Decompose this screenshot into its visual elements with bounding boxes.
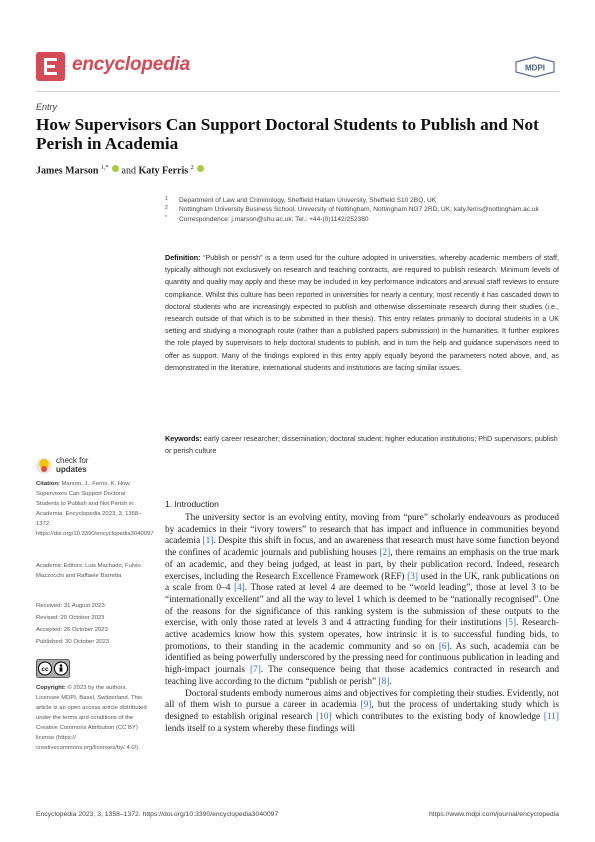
definition-abstract	[165, 252, 559, 374]
citation-link[interactable]: [2]	[379, 548, 391, 559]
affiliations	[165, 196, 555, 224]
article-title: How Supervisors Can Support Doctoral Students to Publish and Not Perish in Academia	[36, 115, 539, 153]
author-name[interactable]: Katy Ferris	[138, 165, 189, 177]
orcid-icon[interactable]	[197, 165, 204, 172]
journal-brand: encyclopedia	[72, 54, 190, 75]
citation-block	[36, 479, 154, 539]
definition-text: “Publish or perish” is a term used for the culture adopted in universities, whereby academic members of staff, typically although not exclusively on research and teaching contracts, are required to publish research. Minimum levels of quantity and quality may apply and these may be included in key performance indicators and annual staff reviews to ensure compliance. Whilst this culture has been reported in universities for nearly a century, most recently it has cascaded down to doctoral students who are increasingly expected to publish and otherwise disseminate research during their studies (i.e., research outside of that which is to be submitted in their thesis). This entry relates primarily to doctoral students in a UK setting and studying a monograph route (rather than a published papers submission) in the humanities. It further explores the role played by supervisors to help doctoral students to publish, and in turn the help and guidance supervisors need to offer as support. Many of the findings explored in this entry apply equally beyond the parameters noted above, and, as demonstrated in the literature, international students and institutions are facing similar issues.	[165, 253, 559, 372]
received-date: Received: 31 August 2023	[36, 603, 105, 609]
author-affiliation-mark: 2	[190, 165, 194, 171]
check-line-1: check for	[56, 456, 89, 465]
affiliation-item	[165, 196, 555, 205]
journal-url-link[interactable]: https://www.mdpi.com/journal/encyclopedia	[429, 811, 559, 818]
page-footer	[36, 811, 559, 818]
academic-editors: Academic Editors: Luis Machado, Fulvio Mazzocchi and Raffaele Barretta	[36, 563, 141, 579]
orcid-icon[interactable]	[112, 165, 119, 172]
definition-label: Definition:	[165, 253, 201, 262]
affiliation-number: 2	[165, 205, 168, 212]
citation-link[interactable]: [3]	[407, 571, 418, 582]
affiliation-item	[165, 215, 555, 224]
svg-text:MDPI: MDPI	[525, 63, 545, 73]
published-date: Published: 30 October 2023	[36, 639, 110, 645]
citation-text: Marson, J.; Ferris, K. How Supervisors Can Support Doctoral Students to Publish and Not Perish in Academia. Encyclopedia 2023, 3, 1358–1372. https://doi.org/10.3390/encyclopedia3040097	[36, 481, 154, 537]
citation-link[interactable]: [10]	[316, 711, 332, 722]
affiliation-number: 1	[165, 196, 168, 202]
author-list	[36, 165, 204, 176]
author-conjunction: and	[121, 165, 136, 177]
keywords	[165, 433, 559, 457]
copyright-notice	[36, 683, 148, 753]
author-name[interactable]: James Marson	[36, 165, 99, 177]
encyclopedia-logo-icon	[36, 52, 65, 81]
section-heading: 1. Introduction	[165, 499, 219, 509]
article-type: Entry	[36, 102, 58, 112]
citation-link[interactable]: [7]	[250, 665, 261, 676]
citation-link[interactable]: [6]	[438, 641, 450, 652]
paragraph: The university sector is an evolving entity, moving from “pure” scholarly endeavours as produced by academics in their “ivory towers” to research that has impact and influence in communities beyond academia [1]. Despite this shift in focus, and an awareness that research must have some function beyond the confines of academic journals and publishing houses [2], there remains an emphasis on the true mark of an academic, and they being judged, at least in part, by their publication record. Indeed, research exercises, including the Research Excellence Framework (REF) [3] used in the UK, rank publications on a scale from 0–4 [4]. Those rated at level 4 are deemed to be “world leading”, those at level 3 to be “internationally excellent” and all the way to level 1 which is deemed to be “nationally recognised”. One of the reasons for the significance of this ranking system is the submission of these outputs to the exercise, with only those rated at levels 3 and 4 attracting funding for their institutions [5]. Research-active academics know how this system operates, how intrinsic it is to successful funding bids, to promotions, to their standing in the academic community and so on [6]. As such, academia can be identified as being powerfully underscored by the pressing need for continuous publication in leading and high-impact journals [7]. The consequence being that those academics contracted in research and teaching live according to the dictum “publish or perish” [8].	[165, 513, 560, 687]
revised-date: Revised: 20 October 2023	[36, 615, 105, 621]
citation-link[interactable]: [5]	[505, 618, 517, 629]
affiliation-text: Correspondence: j.marson@shu.ac.uk; Tel.: +44-(0)1142/252380	[179, 215, 369, 223]
creative-commons-icon[interactable]	[36, 659, 70, 678]
mdpi-logo-icon	[514, 56, 556, 78]
author-affiliation-mark: 1,*	[101, 165, 109, 171]
check-line-2: updates	[56, 465, 87, 474]
keywords-label: Keywords:	[165, 434, 202, 443]
citation-link[interactable]: [1]	[202, 536, 214, 547]
copyright-label: Copyright:	[36, 685, 66, 691]
affiliation-item	[165, 205, 555, 214]
accepted-date: Accepted: 26 October 2023	[36, 627, 108, 633]
body-text	[165, 513, 559, 735]
affiliation-number: *	[165, 214, 167, 221]
header-divider	[36, 91, 559, 92]
citation-link[interactable]: [8]	[378, 676, 390, 687]
svg-text:cc: cc	[41, 666, 49, 673]
citation-link[interactable]: [9]	[360, 700, 372, 711]
paragraph: Doctoral students embody numerous aims and objectives for completing their studies. Evidently, not all of them wish to pursue a career in academia [9], but the process of undertaking study which is designed to establish original research [10] which contributes to the existing body of knowledge [11] lends itself to a system whereby these findings will	[165, 688, 559, 734]
affiliation-text: Nottingham University Business School, University of Nottingham, Nottingham NG7 2RD, UK; katy.ferris@nottingham.ac.uk	[179, 206, 539, 214]
check-for-updates-label	[56, 456, 88, 474]
affiliation-text: Department of Law and Criminology, Sheffield Hallam University, Sheffield S10 2BQ, UK	[179, 197, 437, 204]
keywords-text: early career researcher; dissemination; doctoral student; higher education institutions; PhD supervisors; publish or perish culture	[165, 434, 558, 456]
copyright-text: © 2023 by the authors. Licensee MDPI, Basel, Switzerland. This article is an open access article distributed under the terms and conditions of the Creative Commons Attribution (CC BY) license (https:// creativecommons.org/licenses/by/ 4.0/).	[36, 685, 147, 751]
citation-label: Citation:	[36, 481, 60, 487]
check-for-updates-badge[interactable]	[36, 456, 116, 478]
citation-link[interactable]: [11]	[543, 711, 559, 722]
check-for-updates-icon	[36, 458, 52, 474]
footer-citation: Encyclopedia 2023, 3, 1358–1372. https://doi.org/10.3390/encyclopedia3040097	[36, 811, 279, 818]
citation-link[interactable]: [4]	[233, 583, 245, 594]
